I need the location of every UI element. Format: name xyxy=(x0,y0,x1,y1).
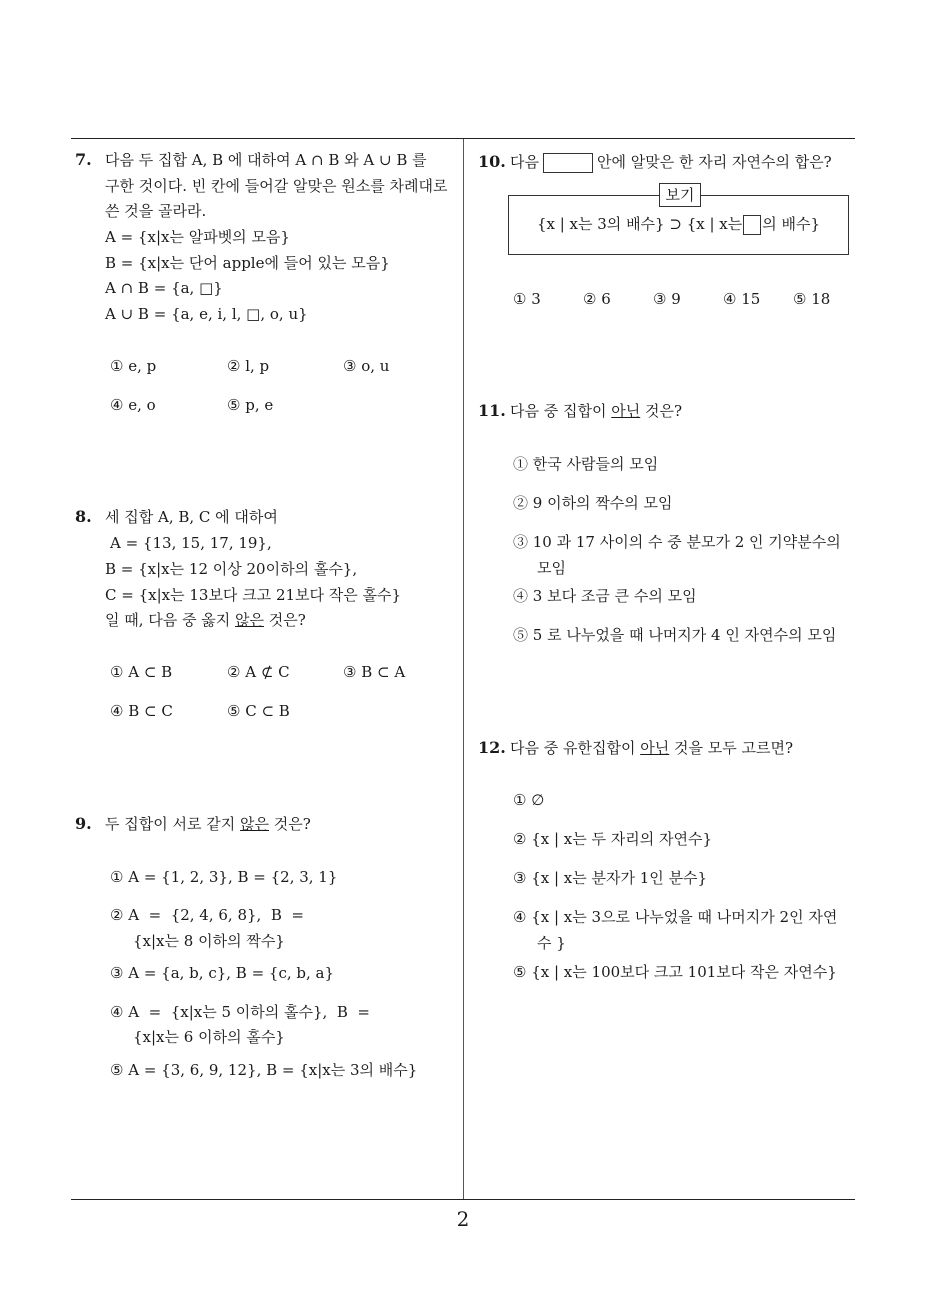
question-text: 쓴 것을 골라라. xyxy=(105,202,207,220)
underlined-word: 아닌 xyxy=(640,739,670,757)
answer-choice-continued: {x|x는 8 이하의 짝수} xyxy=(133,932,285,950)
answer-choice[interactable]: ⑤ 18 xyxy=(793,290,831,308)
text: 것을 모두 고르면? xyxy=(669,739,793,757)
question-number: 10. xyxy=(478,152,506,171)
text: 의 배수} xyxy=(762,215,821,233)
question-text xyxy=(510,401,682,421)
question-number: 9. xyxy=(75,814,92,833)
answer-choice[interactable]: ① ∅ xyxy=(513,791,545,809)
answer-choice[interactable]: ③ o, u xyxy=(343,357,390,375)
underlined-word: 않은 xyxy=(240,815,269,833)
underlined-word: 아닌 xyxy=(611,402,641,420)
answer-choice-continued: 모임 xyxy=(537,559,566,577)
set-definition: B = {x|x는 12 이상 20이하의 홀수}, xyxy=(105,560,358,578)
answer-choice[interactable]: ② l, p xyxy=(227,357,270,375)
answer-choice[interactable]: ① A = {1, 2, 3}, B = {2, 3, 1} xyxy=(110,868,338,886)
text: 다음 중 유한집합이 xyxy=(510,739,641,757)
answer-choice[interactable]: ④ 3 보다 조금 큰 수의 모임 xyxy=(513,587,697,605)
text: 안에 알맞은 한 자리 자연수의 합은? xyxy=(596,153,832,171)
answer-choice[interactable]: ③ {x | x는 분자가 1인 분수} xyxy=(513,869,708,887)
answer-choice-continued: 수 } xyxy=(537,934,566,952)
answer-choice[interactable]: ① 3 xyxy=(513,290,541,308)
answer-choice[interactable]: ⑤ 5 로 나누었을 때 나머지가 4 인 자연수의 모임 xyxy=(513,626,837,644)
question-number: 8. xyxy=(75,507,92,526)
question-text xyxy=(105,814,311,834)
answer-choice[interactable]: ② {x | x는 두 자리의 자연수} xyxy=(513,830,713,848)
set-definition: A = {13, 15, 17, 19}, xyxy=(110,534,272,552)
answer-choice[interactable]: ④ 15 xyxy=(723,290,761,308)
answer-choice[interactable]: ⑤ A = {3, 6, 9, 12}, B = {x|x는 3의 배수} xyxy=(110,1061,418,1079)
answer-choice[interactable]: ⑤ C ⊂ B xyxy=(227,702,290,720)
example-label: 보기 xyxy=(659,183,701,207)
answer-choice[interactable]: ③ B ⊂ A xyxy=(343,663,406,681)
column-divider xyxy=(463,139,464,1200)
answer-choice[interactable]: ① A ⊂ B xyxy=(110,663,173,681)
question-text: 다음 두 집합 A, B 에 대하여 A ∩ B 와 A ∪ B 를 xyxy=(105,151,427,169)
question-number: 11. xyxy=(478,401,506,420)
answer-choice-continued: {x|x는 6 이하의 홀수} xyxy=(133,1028,285,1046)
set-definition: A ∪ B = {a, e, i, l, □, o, u} xyxy=(105,305,308,323)
question-text: 세 집합 A, B, C 에 대하여 xyxy=(105,508,278,526)
underlined-word: 않은 xyxy=(235,611,265,629)
text: 것은? xyxy=(264,611,306,629)
answer-choice[interactable]: ③ A = {a, b, c}, B = {c, b, a} xyxy=(110,964,335,982)
answer-choice[interactable]: ① 한국 사람들의 모임 xyxy=(513,455,659,473)
question-text: 구한 것이다. 빈 칸에 들어갈 알맞은 원소를 차례대로 xyxy=(105,177,448,195)
answer-choice[interactable]: ③ 10 과 17 사이의 수 중 분모가 2 인 기약분수의 xyxy=(513,533,841,551)
answer-choice[interactable]: ④ A = {x|x는 5 이하의 홀수}, B = xyxy=(110,1003,370,1021)
text: 것은? xyxy=(640,402,683,420)
answer-choice[interactable]: ② A = {2, 4, 6, 8}, B = xyxy=(110,906,304,924)
text: {x | x는 3의 배수} ⊃ {x | x는 xyxy=(536,215,743,233)
set-definition: C = {x|x는 13보다 크고 21보다 작은 홀수} xyxy=(105,586,402,604)
answer-choice[interactable]: ② 9 이하의 짝수의 모임 xyxy=(513,494,673,512)
text: 다음 중 집합이 xyxy=(510,402,612,420)
answer-choice[interactable]: ④ e, o xyxy=(110,396,156,414)
blank-box xyxy=(743,215,761,235)
set-definition: A = {x|x는 알파벳의 모음} xyxy=(105,228,290,246)
bottom-rule xyxy=(71,1199,855,1200)
answer-choice[interactable]: ① e, p xyxy=(110,357,157,375)
answer-choice[interactable]: ④ B ⊂ C xyxy=(110,702,173,720)
question-number: 7. xyxy=(75,150,92,169)
answer-choice[interactable]: ② 6 xyxy=(583,290,611,308)
question-number: 12. xyxy=(478,738,506,757)
question-text xyxy=(510,738,793,758)
question-text xyxy=(105,610,306,630)
text: 일 때, 다음 중 옳지 xyxy=(105,611,236,629)
text: 다음 xyxy=(510,153,539,171)
answer-choice[interactable]: ⑤ p, e xyxy=(227,396,274,414)
page-number: 2 xyxy=(456,1207,470,1231)
example-content xyxy=(508,214,849,235)
blank-box xyxy=(543,153,593,173)
set-definition: A ∩ B = {a, □} xyxy=(105,279,223,297)
text: 두 집합이 서로 같지 xyxy=(105,815,240,833)
answer-choice[interactable]: ④ {x | x는 3으로 나누었을 때 나머지가 2인 자연 xyxy=(513,908,838,926)
answer-choice[interactable]: ③ 9 xyxy=(653,290,681,308)
text: 것은? xyxy=(268,815,311,833)
answer-choice[interactable]: ② A ⊄ C xyxy=(227,663,290,681)
set-definition: B = {x|x는 단어 apple에 들어 있는 모음} xyxy=(105,254,390,272)
answer-choice[interactable]: ⑤ {x | x는 100보다 크고 101보다 작은 자연수} xyxy=(513,963,837,981)
question-text xyxy=(510,152,832,173)
